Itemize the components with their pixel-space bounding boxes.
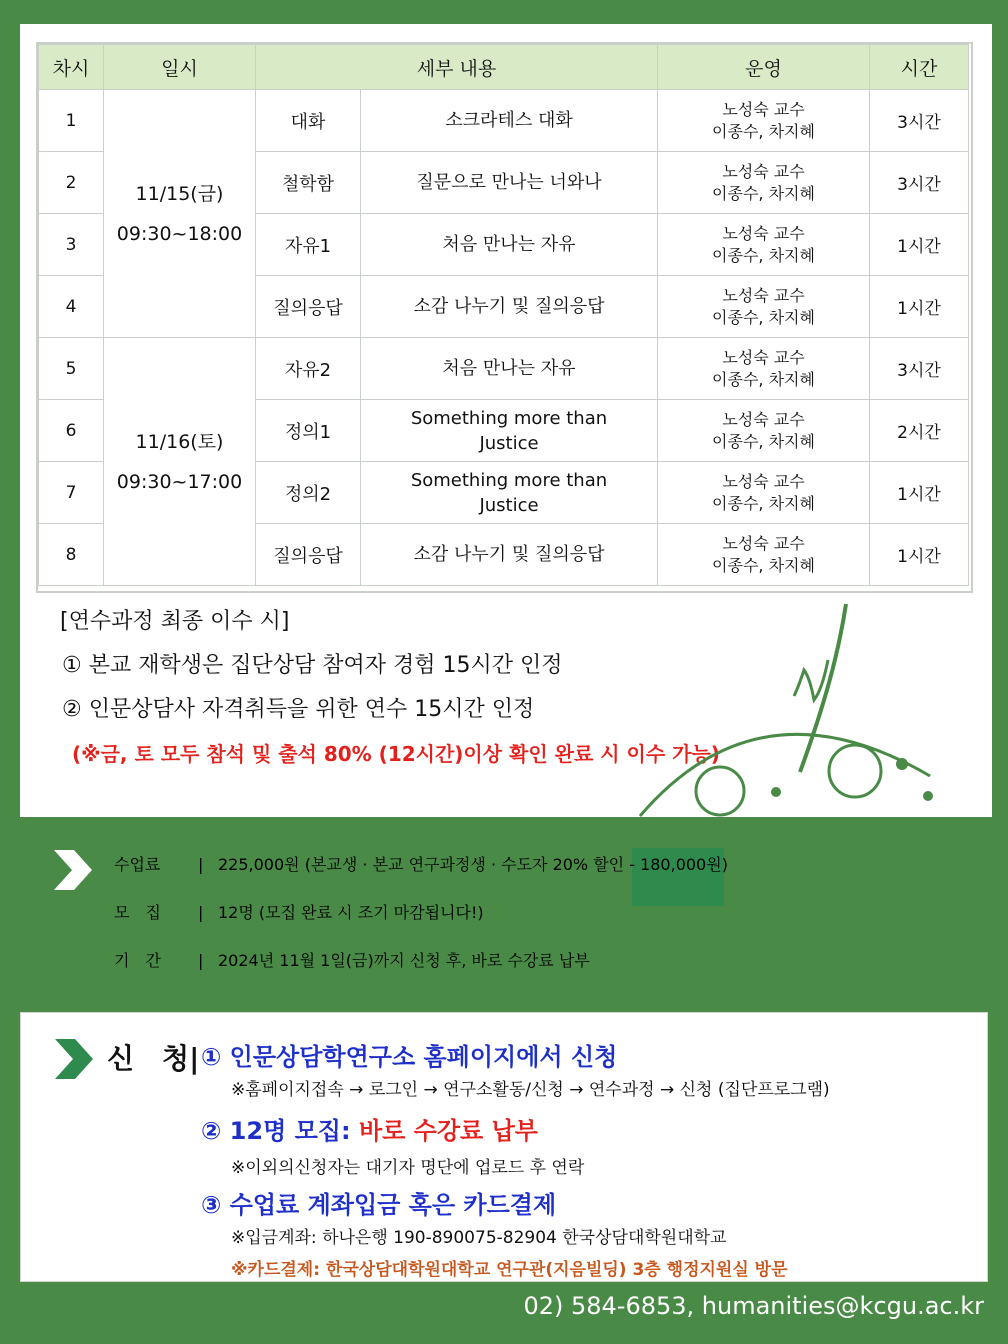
session-operator bbox=[658, 90, 870, 152]
operator-professor: 노성숙 교수 bbox=[722, 347, 805, 367]
session-content: 질문으로 만나는 너와나 bbox=[361, 152, 658, 214]
content-line1: Something more than bbox=[410, 469, 608, 491]
date-day: 11/16(토) bbox=[135, 430, 224, 453]
session-hours: 3시간 bbox=[870, 90, 969, 152]
separator: | bbox=[198, 903, 204, 922]
session-number: 4 bbox=[39, 276, 104, 338]
table-header-row bbox=[39, 45, 969, 90]
info-period bbox=[114, 948, 590, 971]
operator-assistants: 이종수, 차지혜 bbox=[712, 245, 815, 265]
session-number: 3 bbox=[39, 214, 104, 276]
session-operator bbox=[658, 276, 870, 338]
operator-professor: 노성숙 교수 bbox=[722, 533, 805, 553]
header-date: 일시 bbox=[104, 45, 256, 90]
session-number: 6 bbox=[39, 400, 104, 462]
operator-professor: 노성숙 교수 bbox=[722, 471, 805, 491]
session-hours: 1시간 bbox=[870, 524, 969, 586]
session-content bbox=[361, 400, 658, 462]
session-operator bbox=[658, 400, 870, 462]
session-operator bbox=[658, 152, 870, 214]
session-category: 정의1 bbox=[256, 400, 361, 462]
session-operator bbox=[658, 338, 870, 400]
step2-highlight: 바로 수강료 납부 bbox=[358, 1117, 538, 1145]
session-content bbox=[361, 462, 658, 524]
bubble-icon bbox=[896, 758, 908, 770]
operator-professor: 노성숙 교수 bbox=[722, 409, 805, 429]
session-content: 처음 만나는 자유 bbox=[361, 214, 658, 276]
completion-heading: [연수과정 최종 이수 시] bbox=[60, 609, 290, 634]
session-content: 소감 나누기 및 질의응답 bbox=[361, 276, 658, 338]
operator-professor: 노성숙 교수 bbox=[722, 99, 805, 119]
header-details: 세부 내용 bbox=[256, 45, 658, 90]
apply-step-3-account: ※입금계좌: 하나은행 190-890075-82904 한국상담대학원대학교 bbox=[231, 1228, 727, 1248]
apply-step-3: ③ 수업료 계좌입금 혹은 카드결제 bbox=[201, 1191, 557, 1219]
fee-label: 수업료 bbox=[114, 855, 161, 874]
content-line1: Something more than bbox=[410, 407, 608, 429]
date-time: 09:30~17:00 bbox=[116, 470, 243, 493]
session-operator bbox=[658, 462, 870, 524]
operator-professor: 노성숙 교수 bbox=[722, 223, 805, 243]
fee-value: 225,000원 (본교생 · 본교 연구과정생 · 수도자 20% 할인 - 180,000원) bbox=[218, 855, 728, 874]
table-row bbox=[39, 90, 969, 152]
session-hours: 2시간 bbox=[870, 400, 969, 462]
sprout-stem bbox=[800, 604, 846, 772]
content-line2: Justice bbox=[479, 494, 539, 516]
table-row bbox=[39, 338, 969, 400]
application-panel bbox=[20, 1012, 988, 1282]
operator-assistants: 이종수, 차지혜 bbox=[712, 307, 815, 327]
chevron-right-icon bbox=[51, 1037, 95, 1081]
header-operation: 운영 bbox=[658, 45, 870, 90]
date-cell-day1 bbox=[104, 90, 256, 338]
separator: | bbox=[198, 855, 204, 874]
session-category: 질의응답 bbox=[256, 524, 361, 586]
operator-assistants: 이종수, 차지혜 bbox=[712, 493, 815, 513]
session-category: 철학함 bbox=[256, 152, 361, 214]
date-time: 09:30~18:00 bbox=[116, 222, 243, 245]
contact-info: 02) 584-6853, humanities@kcgu.ac.kr bbox=[523, 1292, 984, 1320]
apply-title: 신 청| bbox=[107, 1042, 200, 1075]
session-operator bbox=[658, 524, 870, 586]
apply-step-2-detail: ※이외의신청자는 대기자 명단에 업로드 후 연락 bbox=[231, 1158, 585, 1178]
session-number: 5 bbox=[39, 338, 104, 400]
session-number: 7 bbox=[39, 462, 104, 524]
session-category: 자유1 bbox=[256, 214, 361, 276]
completion-item-1: ① 본교 재학생은 집단상담 참여자 경험 15시간 인정 bbox=[62, 653, 563, 678]
session-hours: 1시간 bbox=[870, 462, 969, 524]
date-day: 11/15(금) bbox=[135, 182, 224, 205]
bubble-icon bbox=[771, 787, 781, 797]
session-hours: 3시간 bbox=[870, 152, 969, 214]
child-face-icon bbox=[829, 745, 881, 797]
recruit-value: 12명 (모집 완료 시 조기 마감됩니다!) bbox=[218, 903, 484, 922]
operator-assistants: 이종수, 차지혜 bbox=[712, 121, 815, 141]
session-number: 1 bbox=[39, 90, 104, 152]
child-face-icon bbox=[696, 767, 744, 815]
info-recruit bbox=[114, 900, 484, 923]
session-hours: 3시간 bbox=[870, 338, 969, 400]
session-category: 대화 bbox=[256, 90, 361, 152]
apply-step-1-detail: ※홈페이지접속 → 로그인 → 연구소활동/신청 → 연수과정 → 신청 (집단프로그램) bbox=[231, 1080, 830, 1100]
session-operator bbox=[658, 214, 870, 276]
period-value: 2024년 11월 1일(금)까지 신청 후, 바로 수강료 납부 bbox=[218, 951, 590, 970]
water-line bbox=[620, 831, 950, 843]
session-number: 2 bbox=[39, 152, 104, 214]
session-category: 정의2 bbox=[256, 462, 361, 524]
session-hours: 1시간 bbox=[870, 276, 969, 338]
operator-professor: 노성숙 교수 bbox=[722, 285, 805, 305]
dome-outline bbox=[640, 734, 930, 816]
header-hours: 시간 bbox=[870, 45, 969, 90]
info-fee bbox=[114, 852, 728, 875]
content-line2: Justice bbox=[479, 432, 539, 454]
period-label: 기 간 bbox=[114, 951, 161, 970]
session-category: 질의응답 bbox=[256, 276, 361, 338]
schedule-table bbox=[38, 44, 969, 586]
session-content: 소크라테스 대화 bbox=[361, 90, 658, 152]
separator: | bbox=[198, 951, 204, 970]
operator-professor: 노성숙 교수 bbox=[722, 161, 805, 181]
completion-item-2: ② 인문상담사 자격취득을 위한 연수 15시간 인정 bbox=[62, 697, 535, 722]
session-content: 처음 만나는 자유 bbox=[361, 338, 658, 400]
header-session: 차시 bbox=[39, 45, 104, 90]
apply-step-2 bbox=[201, 1111, 538, 1146]
operator-assistants: 이종수, 차지혜 bbox=[712, 183, 815, 203]
date-cell-day2 bbox=[104, 338, 256, 586]
apply-step-3-card: ※카드결제: 한국상담대학원대학교 연구관(지음빌딩) 3층 행정지원실 방문 bbox=[231, 1260, 788, 1280]
sprout-curl bbox=[794, 660, 828, 700]
apply-step-1: ① 인문상담학연구소 홈페이지에서 신청 bbox=[201, 1043, 618, 1071]
session-content: 소감 나누기 및 질의응답 bbox=[361, 524, 658, 586]
chevron-right-icon bbox=[50, 848, 94, 892]
completion-note: (※금, 토 모두 참석 및 출석 80% (12시간)이상 확인 완료 시 이수 가능) bbox=[72, 742, 720, 766]
operator-assistants: 이종수, 차지혜 bbox=[712, 431, 815, 451]
bubble-icon bbox=[923, 791, 933, 801]
session-number: 8 bbox=[39, 524, 104, 586]
operator-assistants: 이종수, 차지혜 bbox=[712, 555, 815, 575]
step2-label: ② 12명 모집: bbox=[201, 1117, 359, 1145]
session-category: 자유2 bbox=[256, 338, 361, 400]
operator-assistants: 이종수, 차지혜 bbox=[712, 369, 815, 389]
session-hours: 1시간 bbox=[870, 214, 969, 276]
recruit-label: 모 집 bbox=[114, 903, 161, 922]
